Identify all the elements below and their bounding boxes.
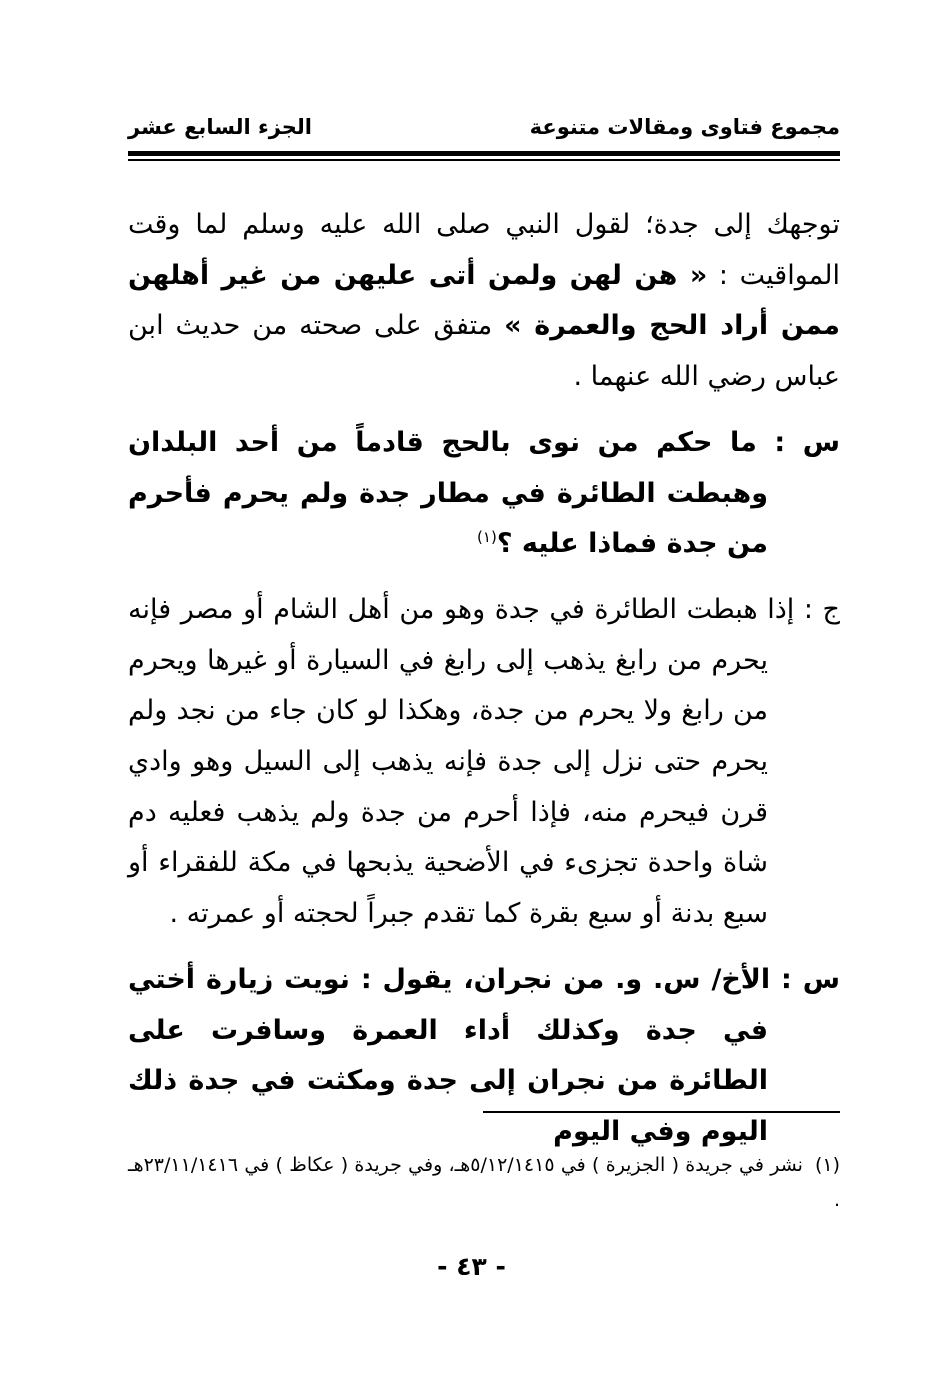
continuation-paragraph: [128, 200, 840, 403]
footnote-number: (١): [814, 1154, 840, 1176]
hadith-quote: « هن لهن ولمن أتى عليهن من غير أهلهن ممن أراد الحج والعمرة »: [128, 259, 840, 342]
answer-1-text: ج : إذا هبطت الطائرة في جدة وهو من أهل الشام أو مصر فإنه يحرم من رابغ يذهب إلى رابغ في السيارة أو غيرها ويحرم من رابغ ولا يحرم من جدة، وهكذا لو كان جاء من نجد ولم يحرم حتى نزل إلى جدة فإنه يذهب إلى السيل وهو وادي قرن فيحرم منه، فإذا أحرم من جدة ولم يذهب فعليه دم شاة واحدة تجزىء في الأضحية يذبحها في مكة للفقراء أو سبع بدنة أو سبع بقرة كما تقدم جبراً لحجته أو عمرته .: [128, 593, 840, 930]
running-header: [128, 112, 840, 142]
footnote-separator: [483, 1111, 840, 1113]
question-1: [128, 418, 840, 570]
question-2-text: س : الأخ/ س. و. من نجران، يقول : نويت زيارة أختي في جدة وكذلك أداء العمرة وسافرت على الطائرة من نجران إلى جدة ومكثت في جدة ذلك اليوم وفي اليوم: [128, 963, 840, 1147]
footnote-text: نشر في جريدة ( الجزيرة ) في ٥/١٢/١٤١٥هـ، وفي جريدة ( عكاظ ) في ٢٣/١١/١٤١٦هـ .: [128, 1154, 840, 1211]
continuation-part2: متفق على صحته من حديث ابن عباس رضي الله عنهما .: [128, 310, 840, 393]
header-rule-thin: [128, 159, 840, 161]
page-number: - ٤٣ -: [437, 1252, 506, 1281]
volume-label: الجزء السابع عشر: [128, 115, 312, 139]
book-title: مجموع فتاوى ومقالات متنوعة: [529, 115, 840, 139]
footnote-reference: (١): [477, 528, 497, 547]
question-2: [128, 955, 840, 1158]
footnote: [128, 1148, 840, 1218]
header-rule-thick: [128, 151, 840, 156]
continuation-part1: توجهك إلى جدة؛ لقول النبي صلى الله عليه وسلم لما وقت المواقيت :: [128, 209, 840, 291]
answer-1: [128, 585, 840, 940]
question-1-text: س : ما حكم من نوى بالحج قادماً من أحد البلدان وهبطت الطائرة في مطار جدة ولم يحرم فأحرم من جدة فماذا عليه ؟: [128, 426, 840, 560]
main-text: [128, 200, 840, 1173]
